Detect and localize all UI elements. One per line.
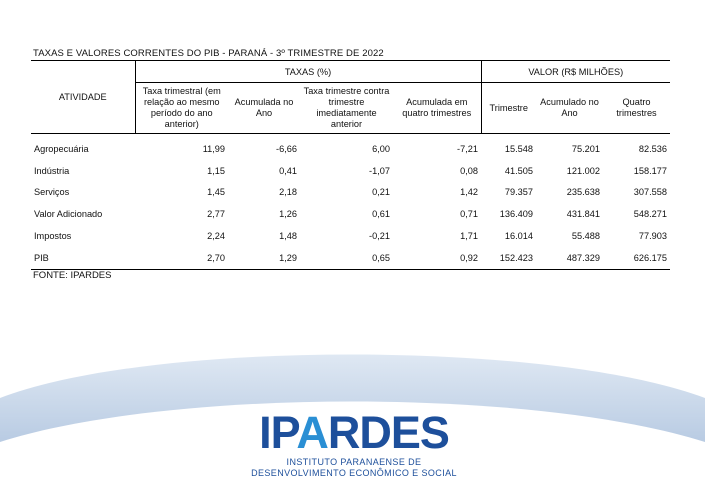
table-row (31, 203, 670, 225)
cell: 55.488 (571, 231, 600, 242)
row-label: PIB (31, 247, 135, 269)
gdp-table (31, 60, 670, 270)
cell: 0,65 (300, 247, 393, 269)
col-header: Taxa trimestral (em relação ao mesmo período do ano anterior) (135, 83, 228, 134)
cell: 1,15 (207, 165, 225, 176)
cell: 1,42 (460, 187, 478, 198)
cell: 1,26 (279, 209, 297, 220)
cell: 2,77 (207, 209, 225, 220)
table-row (31, 160, 670, 182)
cell: 1,45 (207, 187, 225, 198)
source-note: FONTE: IPARDES (33, 270, 112, 281)
header-atividade: ATIVIDADE (31, 61, 135, 134)
cell: 1,29 (228, 247, 300, 269)
cell: 158.177 (633, 165, 667, 176)
cell: 0,71 (460, 209, 478, 220)
ipardes-logo (244, 407, 464, 479)
cell: 79.357 (504, 187, 533, 198)
col-header: Acumulado no Ano (536, 83, 603, 134)
logo-subtitle-line1: INSTITUTO PARANAENSE DE (286, 457, 422, 467)
table-row (31, 247, 670, 269)
cell: 15.548 (504, 143, 533, 154)
cell: 431.841 (566, 209, 600, 220)
cell: 626.175 (603, 247, 670, 269)
row-label: Impostos (34, 231, 72, 242)
row-label: Valor Adicionado (34, 209, 103, 220)
row-label: Serviços (34, 187, 70, 198)
cell: 307.558 (633, 187, 667, 198)
col-header: Quatro trimestres (603, 83, 670, 134)
cell: 0,61 (372, 209, 390, 220)
cell: 41.505 (504, 165, 533, 176)
cell: 235.638 (566, 187, 600, 198)
cell: -0,21 (369, 231, 390, 242)
cell: 11,99 (202, 143, 225, 154)
cell: 0,92 (393, 247, 481, 269)
cell: 152.423 (481, 247, 536, 269)
table-title: TAXAS E VALORES CORRENTES DO PIB - PARANÁ - 3º TRIMESTRE DE 2022 (33, 48, 384, 59)
cell: 1,71 (460, 231, 478, 242)
table-row (31, 182, 670, 204)
cell: 487.329 (536, 247, 603, 269)
cell: 0,41 (279, 165, 297, 176)
logo-subtitle-line2: DESENVOLVIMENTO ECONÔMICO E SOCIAL (251, 468, 457, 478)
cell: 82.536 (638, 143, 667, 154)
col-header: Acumulada no Ano (228, 83, 300, 134)
cell: -6,66 (276, 143, 297, 154)
cell: 136.409 (499, 209, 533, 220)
row-label: Agropecuária (34, 143, 89, 154)
cell: 6,00 (372, 143, 390, 154)
cell: 0,08 (460, 165, 478, 176)
cell: 75.201 (571, 143, 600, 154)
cell: -1,07 (369, 165, 390, 176)
header-taxas: TAXAS (%) (135, 61, 481, 83)
cell: 548.271 (633, 209, 667, 220)
cell: 2,24 (207, 231, 225, 242)
cell: 121.002 (566, 165, 600, 176)
cell: 1,48 (279, 231, 297, 242)
cell: 2,70 (135, 247, 228, 269)
cell: 77.903 (638, 231, 667, 242)
row-label: Indústria (34, 165, 70, 176)
header-valor: VALOR (R$ MILHÕES) (481, 61, 670, 83)
table-row (31, 134, 670, 160)
col-header: Taxa trimestre contra trimestre imediatamente anterior (300, 83, 393, 134)
col-header: Acumulada em quatro trimestres (393, 83, 481, 134)
cell: 16.014 (504, 231, 533, 242)
cell: 2,18 (279, 187, 297, 198)
cell: -7,21 (457, 143, 478, 154)
table-row (31, 225, 670, 247)
col-header: Trimestre (481, 83, 536, 134)
logo-wordmark: IPARDES (259, 407, 449, 458)
cell: 0,21 (372, 187, 390, 198)
